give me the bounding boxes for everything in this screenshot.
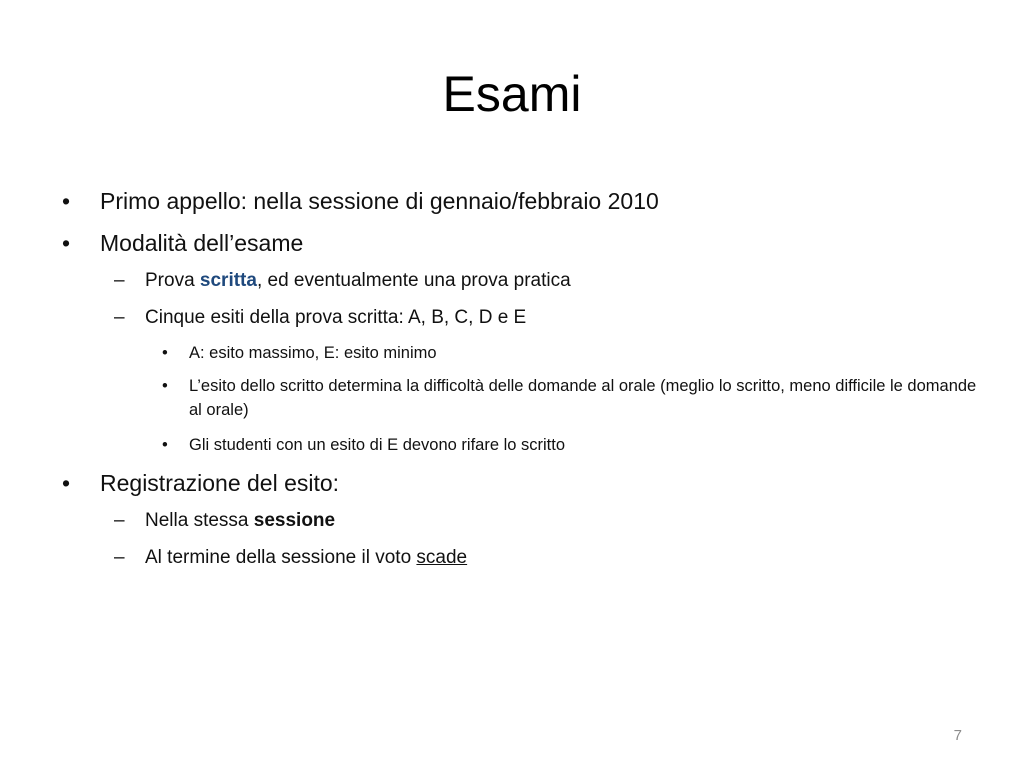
subsubbullet-text: Gli studenti con un esito di E devono rifare lo scritto bbox=[189, 436, 566, 454]
text-prefix: Prova bbox=[145, 270, 200, 291]
dash-marker: – bbox=[114, 510, 125, 531]
bullet-marker: • bbox=[62, 470, 71, 496]
bullet-text: Modalità dell’esame bbox=[100, 230, 304, 256]
dash-marker: – bbox=[114, 307, 125, 328]
bullet-text: Primo appello: nella sessione di gennaio/febbraio 2010 bbox=[100, 188, 659, 214]
bullet-marker: • bbox=[62, 230, 71, 256]
subbullet-text bbox=[145, 545, 467, 571]
dash-marker: – bbox=[114, 547, 125, 568]
subsubbullet-text: A: esito massimo, E: esito minimo bbox=[189, 344, 437, 362]
highlighted-word: scritta bbox=[199, 270, 257, 291]
subsubbullet-text: L’esito dello scritto determina la difficoltà delle domande al orale (meglio lo scritto, meno difficile le domande al orale) bbox=[189, 377, 977, 419]
subbullet-text bbox=[145, 268, 571, 294]
underlined-word: scade bbox=[416, 547, 468, 568]
dash-marker: – bbox=[114, 270, 125, 291]
bullet-marker: • bbox=[162, 436, 168, 454]
text-suffix: , ed eventualmente una prova pratica bbox=[256, 270, 571, 291]
text-prefix: Nella stessa bbox=[145, 510, 254, 531]
slide-number: 7 bbox=[953, 727, 962, 744]
bullet-marker: • bbox=[62, 188, 71, 214]
text-prefix: Al termine della sessione il voto bbox=[145, 547, 417, 568]
bold-word: sessione bbox=[253, 510, 336, 531]
bullet-marker: • bbox=[162, 344, 168, 362]
slide-title: Esami bbox=[442, 66, 582, 122]
bullet-text: Registrazione del esito: bbox=[100, 470, 340, 496]
bullet-marker: • bbox=[162, 377, 168, 395]
subbullet-text: Cinque esiti della prova scritta: A, B, C, D e E bbox=[145, 307, 527, 328]
subbullet-text bbox=[145, 508, 335, 534]
